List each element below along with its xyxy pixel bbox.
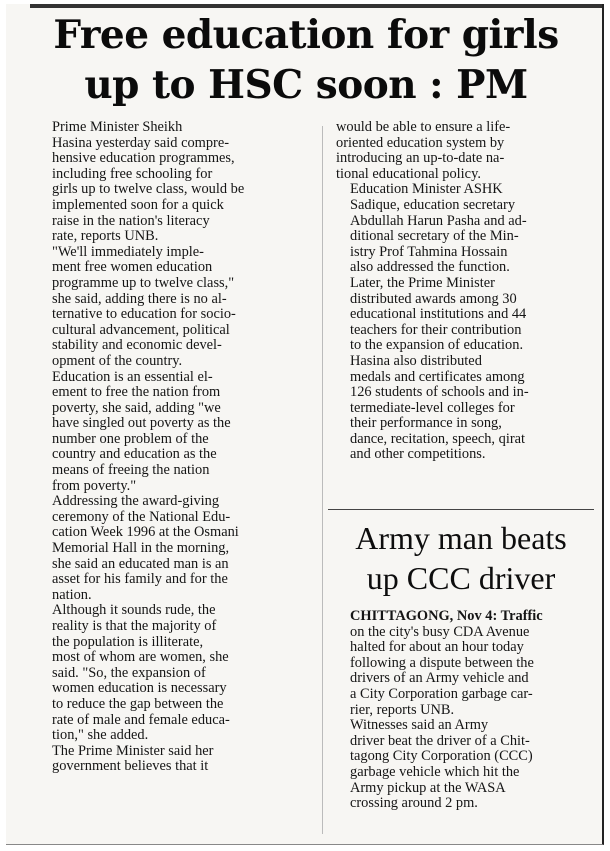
dateline-line xyxy=(336,609,592,625)
army-article-text-line: crossing around 2 pm. xyxy=(350,795,478,812)
right-column-text-line: oriented education system by xyxy=(336,134,505,151)
main-headline xyxy=(16,10,596,110)
left-column-text-line: programme up to twelve class," xyxy=(52,274,235,291)
left-column-text-line: rate of male and female educa- xyxy=(52,711,230,728)
right-column-text-line: Later, the Prime Minister xyxy=(350,274,495,291)
right-column xyxy=(336,120,592,463)
left-column-text-line: girls up to twelve class, would be xyxy=(52,181,245,198)
right-column-text-line: medals and certificates among xyxy=(350,368,525,385)
left-column-text-line: women education is necessary xyxy=(52,680,227,697)
column-divider xyxy=(322,126,323,834)
right-column-text-line: istry Prof Tahmina Hossain xyxy=(350,243,508,260)
army-article-text-line: halted for about an hour today xyxy=(350,639,524,656)
left-column-text-line: she said an educated man is an xyxy=(52,555,229,572)
left-column-text-line: asset for his family and for the xyxy=(52,571,228,588)
left-column-text-line: most of whom are women, she xyxy=(52,649,229,666)
left-column-text-line: stability and economic devel- xyxy=(52,337,222,354)
army-article-text-line: Army pickup at the WASA xyxy=(350,779,506,796)
army-article-text-line: driver beat the driver of a Chit- xyxy=(350,732,530,749)
army-article-text-line: on the city's busy CDA Avenue xyxy=(350,623,530,640)
left-column-text-line: ceremony of the National Edu- xyxy=(52,508,231,525)
right-column-text-line: their performance in song, xyxy=(350,415,502,432)
right-column-text-line: distributed awards among 30 xyxy=(350,290,517,307)
left-column-text-line: reality is that the majority of xyxy=(52,618,217,634)
left-column-text-line: opment of the country. xyxy=(52,352,183,369)
left-column-text-line: ment free women education xyxy=(52,259,213,276)
left-column-text-line: Addressing the award-giving xyxy=(52,493,220,510)
army-article-text-line: drivers of an Army vehicle and xyxy=(350,670,529,687)
right-column-text-line: termediate-level colleges for xyxy=(350,399,515,416)
right-column-text-line: introducing an up-to-date na- xyxy=(336,150,505,167)
left-column-text-line: hensive education programmes, xyxy=(52,150,235,167)
left-column-text-line: Hasina yesterday said compre- xyxy=(52,134,230,151)
left-column-paragraph xyxy=(38,370,308,495)
right-column-text-line: Education Minister ASHK xyxy=(350,181,503,198)
left-column-text-line: The Prime Minister said her xyxy=(52,742,214,759)
left-column-text-line: cultural advancement, political xyxy=(52,321,230,338)
left-column-text-line: including free schooling for xyxy=(52,165,213,182)
left-column-text-line: implemented soon for a quick xyxy=(52,196,224,213)
right-column-text-line: also addressed the function. xyxy=(350,259,510,276)
left-column-paragraph xyxy=(38,245,308,370)
left-column-text-line: said. "So, the expansion of xyxy=(52,664,206,681)
right-column-text-line: 126 students of schools and in- xyxy=(350,384,529,401)
right-column-text-line: tional educational policy. xyxy=(336,165,481,182)
headline-line-1: Free education for girls xyxy=(53,12,559,58)
left-column xyxy=(38,120,308,775)
army-article-text-line: garbage vehicle which hit the xyxy=(350,763,520,780)
left-column-text-line: rate, reports UNB. xyxy=(52,228,159,245)
left-column-text-line: ement to free the nation from xyxy=(52,384,221,401)
left-column-text-line: country and education as the xyxy=(52,446,217,463)
left-column-paragraph xyxy=(38,744,308,775)
army-article-text-line: a City Corporation garbage car- xyxy=(350,685,533,702)
army-article-text-line: following a dispute between the xyxy=(350,654,534,671)
right-column-paragraph xyxy=(336,354,592,463)
army-article-column xyxy=(336,609,592,812)
dateline: CHITTAGONG, Nov 4: xyxy=(350,608,498,624)
left-column-text-line: raise in the nation's literacy xyxy=(52,212,210,229)
right-column-text-line: to the expansion of education. xyxy=(350,337,524,354)
left-column-text-line: ternative to education for socio- xyxy=(52,306,236,323)
right-column-text-line: Hasina also distributed xyxy=(350,352,482,369)
right-column-text-line: ditional secretary of the Min- xyxy=(350,228,519,245)
right-column-paragraph xyxy=(336,276,592,354)
left-column-paragraph xyxy=(38,120,308,245)
left-column-text-line: "We'll immediately imple- xyxy=(52,243,204,260)
left-column-text-line: Prime Minister Sheikh xyxy=(52,119,183,135)
left-column-paragraph xyxy=(38,603,308,743)
right-column-text-line: Abdullah Harun Pasha and ad- xyxy=(350,212,527,229)
left-column-text-line: number one problem of the xyxy=(52,430,209,447)
right-column-text-line: would be able to ensure a life- xyxy=(336,119,511,135)
right-column-text-line: and other competitions. xyxy=(350,446,486,463)
left-column-text-line: Education is an essential el- xyxy=(52,368,213,385)
left-column-text-line: from poverty." xyxy=(52,477,137,494)
right-column-text-line: teachers for their contribution xyxy=(350,321,522,338)
left-column-text-line: Memorial Hall in the morning, xyxy=(52,540,230,557)
left-column-text-line: poverty, she said, adding "we xyxy=(52,399,221,416)
right-column-paragraph xyxy=(336,120,592,182)
right-column-paragraph xyxy=(336,182,592,276)
right-column-text-line: dance, recitation, speech, qirat xyxy=(350,430,525,447)
left-column-text-line: to reduce the gap between the xyxy=(52,695,224,712)
army-article-text-line: Witnesses said an Army xyxy=(350,717,489,734)
right-column-text-line: educational institutions and 44 xyxy=(350,306,527,323)
left-column-text-line: means of freeing the nation xyxy=(52,462,210,479)
army-article-paragraph xyxy=(336,718,592,812)
left-column-text-line: have singled out poverty as the xyxy=(52,415,231,432)
dateline-rest: Traffic xyxy=(497,608,543,624)
army-headline-line-1: Army man beats xyxy=(355,520,567,556)
left-column-text-line: tion," she added. xyxy=(52,727,149,744)
army-article-paragraph xyxy=(336,609,592,718)
army-article-text-line: rier, reports UNB. xyxy=(350,701,455,718)
army-headline-line-2: up CCC driver xyxy=(366,560,556,596)
left-column-text-line: Although it sounds rude, the xyxy=(52,602,216,619)
left-column-text-line: cation Week 1996 at the Osmani xyxy=(52,524,239,541)
top-rule xyxy=(30,4,604,8)
right-column-text-line: Sadique, education secretary xyxy=(350,196,516,213)
army-article-text-line: tagong City Corporation (CCC) xyxy=(350,748,533,765)
left-column-text-line: nation. xyxy=(52,586,92,603)
section-rule xyxy=(328,509,594,510)
left-column-text-line: government believes that it xyxy=(52,758,209,775)
newspaper-clipping xyxy=(6,4,604,845)
left-column-text-line: the population is illiterate, xyxy=(52,633,204,650)
left-column-paragraph xyxy=(38,494,308,603)
headline-line-2: up to HSC soon : PM xyxy=(84,62,528,108)
left-column-text-line: she said, adding there is no al- xyxy=(52,290,227,307)
army-headline xyxy=(326,518,596,598)
